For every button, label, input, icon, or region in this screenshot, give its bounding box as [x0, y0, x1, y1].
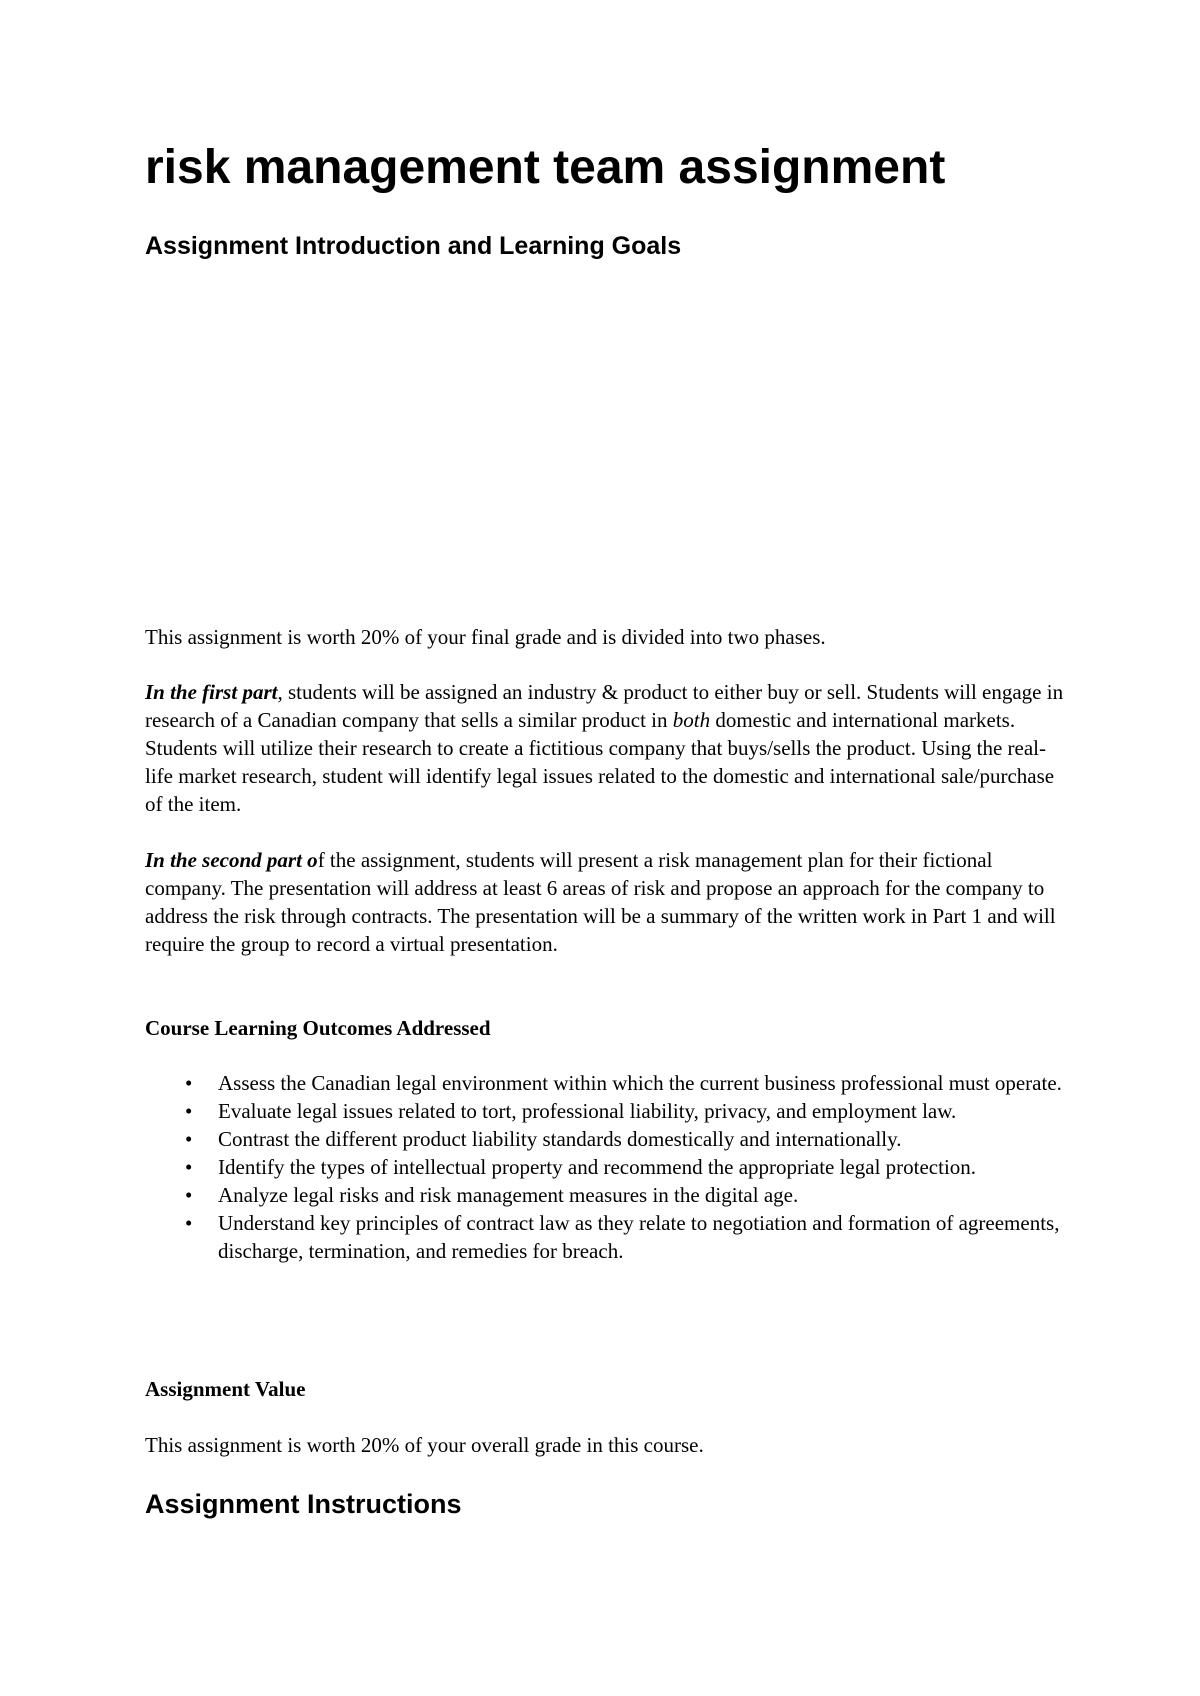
bullet-icon: •	[185, 1183, 193, 1207]
outcome-text: Evaluate legal issues related to tort, professional liability, privacy, and employment law.	[218, 1099, 957, 1123]
outcome-text: Identify the types of intellectual property and recommend the appropriate legal protection.	[218, 1155, 977, 1179]
outcome-item	[145, 1069, 1070, 1097]
outcome-text: Analyze legal risks and risk management measures in the digital age.	[218, 1183, 799, 1207]
learning-outcomes-heading: Course Learning Outcomes Addressed	[145, 1016, 491, 1040]
outcome-item	[145, 1181, 1070, 1209]
outcome-item	[145, 1209, 1070, 1265]
first-part-text-a: , students will be assigned an industry & product to either buy or sell. Students will engage in research of a Canadian company that sells a similar product in	[145, 680, 1064, 732]
outcome-item	[145, 1125, 1070, 1153]
first-part-emphasis: both	[672, 708, 711, 732]
outcome-text: Assess the Canadian legal environment within which the current business professional must operate.	[218, 1071, 1062, 1095]
outcome-text: Contrast the different product liability standards domestically and internationally.	[218, 1127, 902, 1151]
second-part-lead: In the second part o	[145, 848, 318, 872]
intro-learning-goals-heading: Assignment Introduction and Learning Goals	[145, 232, 682, 260]
bullet-icon: •	[185, 1127, 193, 1151]
first-part-text-b: domestic and international markets. Students will utilize their research to create a fictitious company that buys/sells the product. Using the real-life market research, student will identify legal issues related to the domestic and international sale/purchase of the item.	[145, 708, 1055, 816]
assignment-value-heading: Assignment Value	[145, 1377, 306, 1401]
outcome-item	[145, 1097, 1070, 1125]
assignment-instructions-heading: Assignment Instructions	[145, 1489, 462, 1519]
bullet-icon: •	[185, 1099, 193, 1123]
document-title: risk management team assignment	[145, 141, 946, 194]
bullet-icon: •	[185, 1071, 193, 1095]
second-part-paragraph	[145, 846, 1070, 958]
first-part-paragraph	[145, 678, 1070, 818]
bullet-icon: •	[185, 1211, 193, 1235]
outcome-text: Understand key principles of contract law as they relate to negotiation and formation of agreements, discharge, termination, and remedies for breach.	[218, 1211, 1060, 1263]
outcome-item	[145, 1153, 1070, 1181]
assignment-value-text: This assignment is worth 20% of your overall grade in this course.	[145, 1433, 704, 1457]
first-part-lead: In the first part	[145, 680, 278, 704]
bullet-icon: •	[185, 1155, 193, 1179]
intro-paragraph: This assignment is worth 20% of your final grade and is divided into two phases.	[145, 625, 826, 649]
learning-outcomes-list	[145, 1069, 1070, 1265]
second-part-text: f the assignment, students will present a risk management plan for their fictional company. The presentation will address at least 6 areas of risk and propose an approach for the company to address the risk through contracts. The presentation will be a summary of the written work in Part 1 and will require the group to record a virtual presentation.	[145, 848, 1056, 956]
